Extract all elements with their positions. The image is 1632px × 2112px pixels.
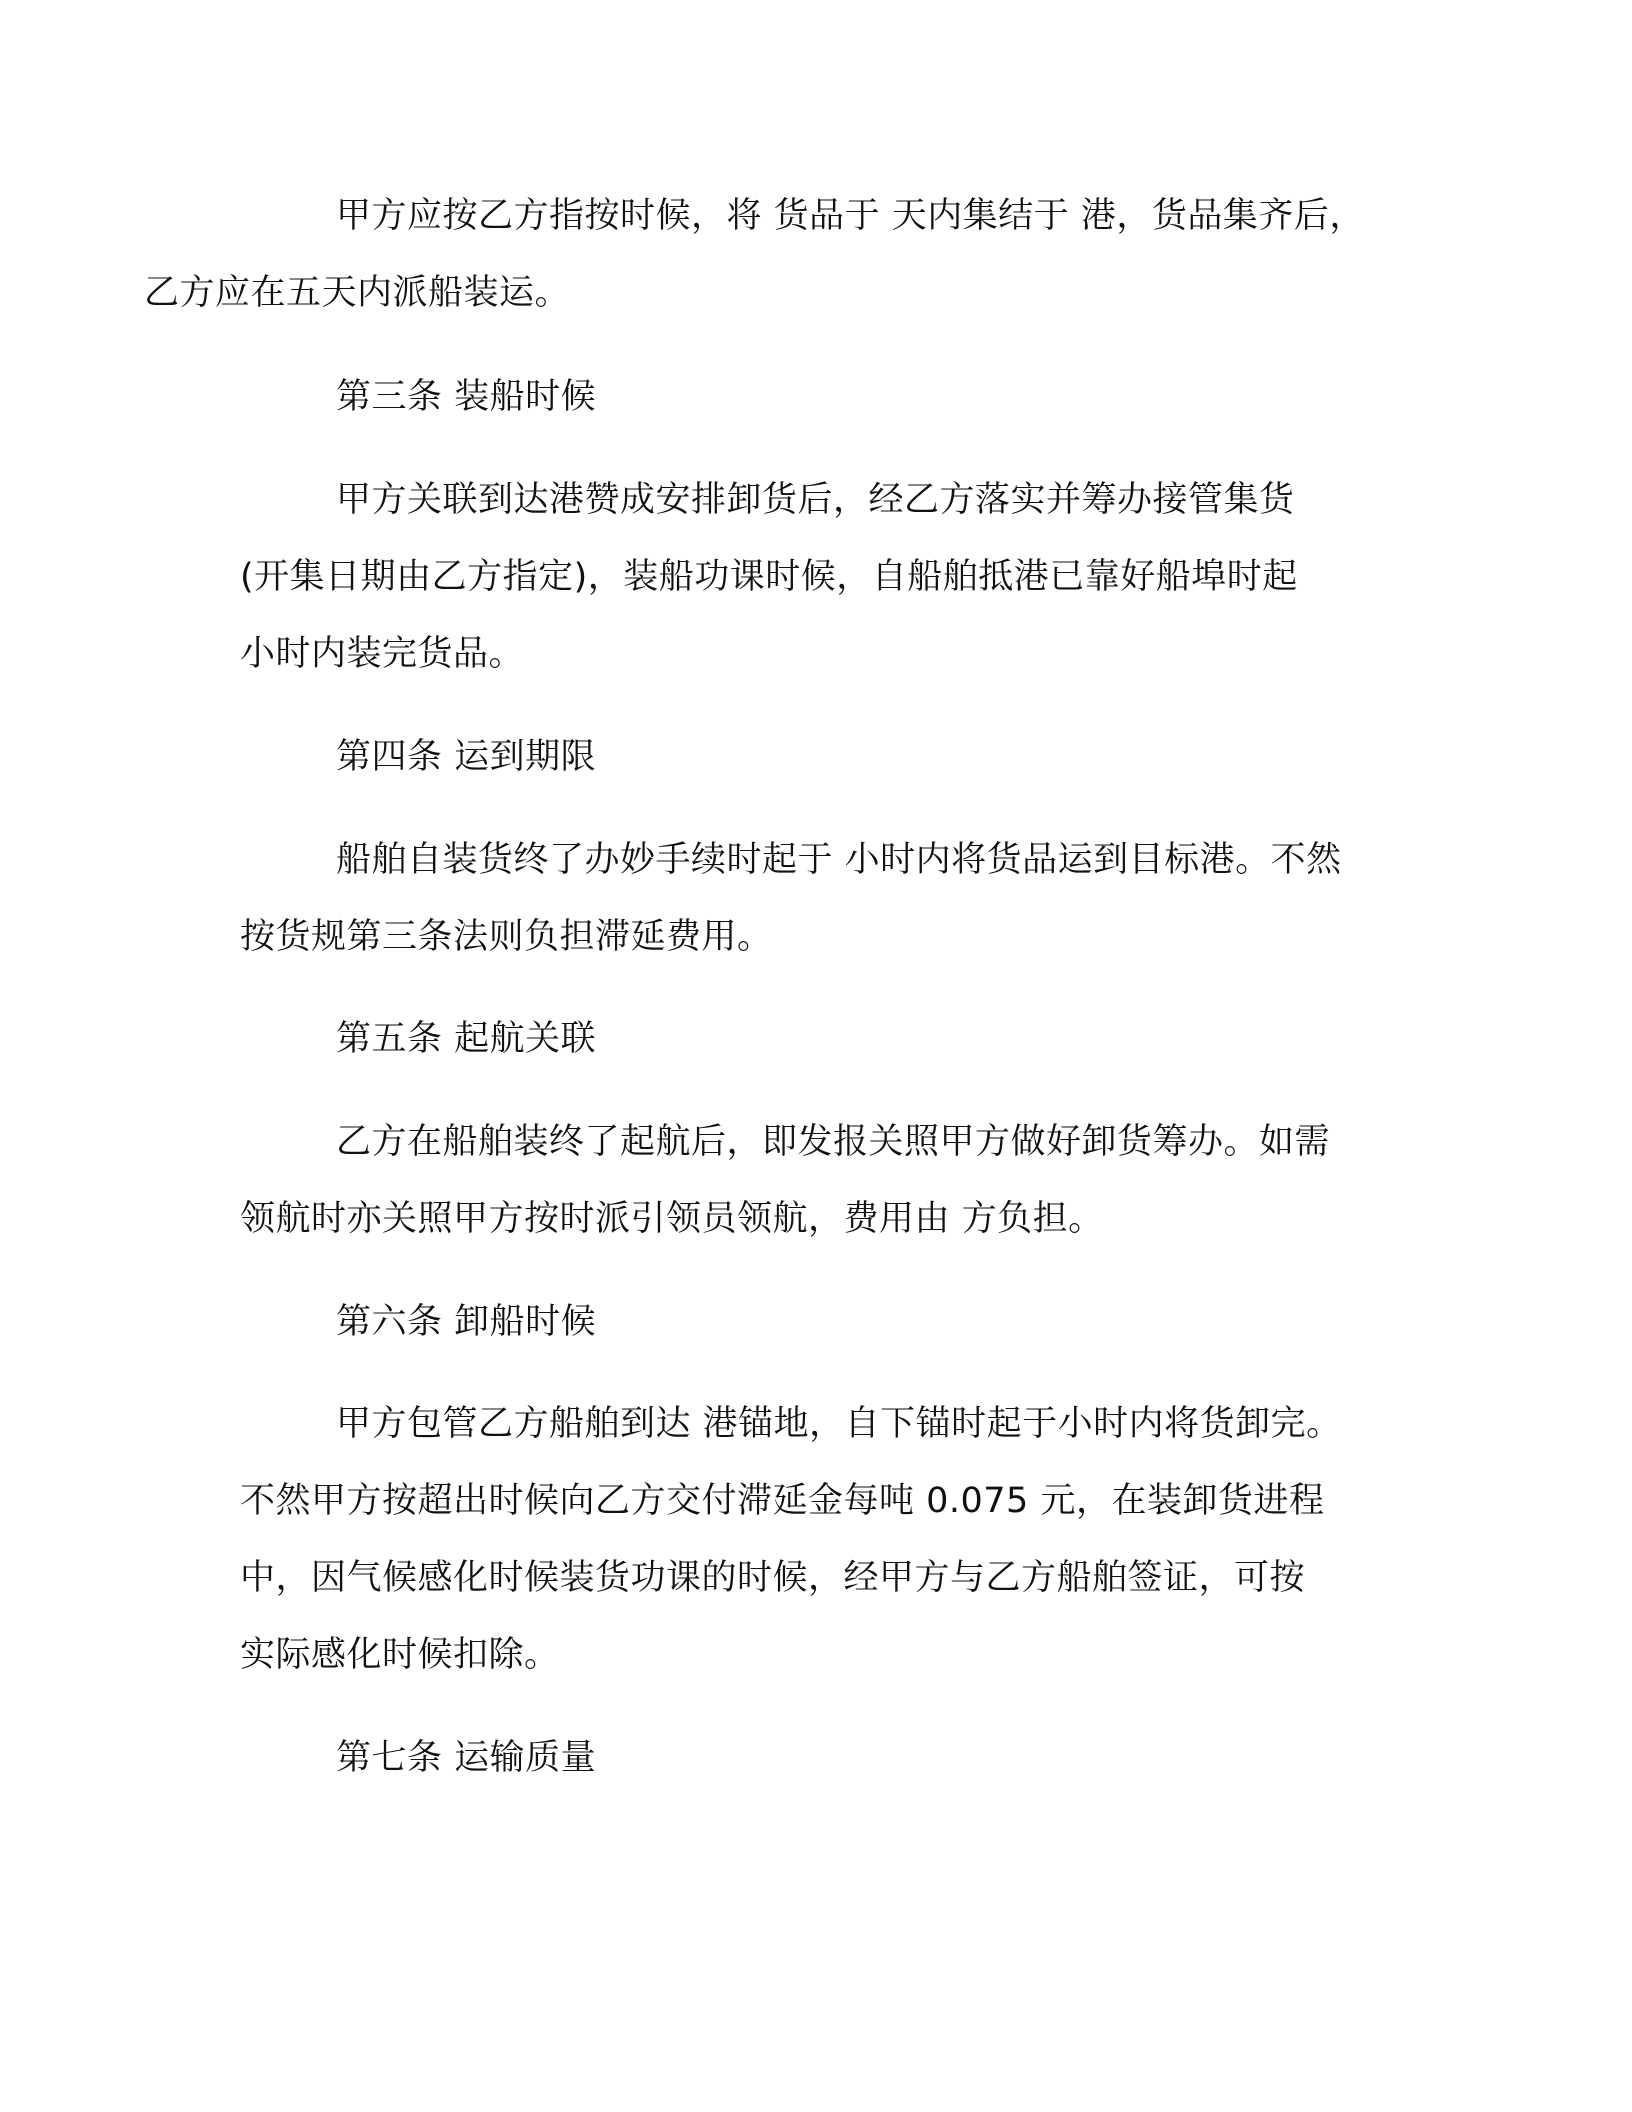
- text-line: 不然甲方按超出时候向乙方交付滞延金每吨 0.075 元，在装卸货进程: [240, 1481, 1325, 1521]
- text-line: 中，因气候感化时候装货功课的时候，经甲方与乙方船舶签证，可按: [240, 1558, 1306, 1598]
- paragraph-departure-notice: [240, 1104, 1400, 1258]
- text-line: 乙方应在五天内派船装运。: [144, 273, 571, 313]
- text-line: 实际感化时候扣除。: [240, 1635, 560, 1675]
- text-line: 按货规第三条法则负担滞延费用。: [240, 917, 773, 957]
- text-line: 船舶自装货终了办妙手续时起于 小时内将货品运到目标港。不然: [336, 840, 1342, 880]
- text-line: 小时内装完货品。: [240, 634, 525, 674]
- text-line: 甲方关联到达港赞成安排卸货后，经乙方落实并筹办接管集货: [336, 480, 1295, 520]
- paragraph-delivery-deadline: [240, 822, 1400, 976]
- text-line: 领航时亦关照甲方按时派引领员领航，费用由 方负担。: [240, 1199, 1104, 1239]
- heading-article-6: 第六条 卸船时候: [336, 1302, 597, 1342]
- text-line: 乙方在船舶装终了起航后，即发报关照甲方做好卸货筹办。如需: [336, 1122, 1331, 1162]
- paragraph-assembly: [144, 178, 1400, 332]
- heading-article-7: 第七条 运输质量: [336, 1738, 597, 1778]
- paragraph-unloading-time: [240, 1386, 1400, 1694]
- text-line: 甲方应按乙方指按时候，将 货品于 天内集结于 港，货品集齐后，: [336, 196, 1365, 236]
- text-line: 甲方包管乙方船舶到达 港锚地，自下锚时起于小时内将货卸完。: [336, 1404, 1342, 1444]
- heading-article-4: 第四条 运到期限: [336, 737, 597, 777]
- heading-article-3: 第三条 装船时候: [336, 377, 597, 417]
- paragraph-loading-time: [240, 462, 1400, 693]
- text-line: (开集日期由乙方指定)，装船功课时候，自船舶抵港已靠好船埠时起: [240, 557, 1298, 597]
- heading-article-5: 第五条 起航关联: [336, 1019, 597, 1059]
